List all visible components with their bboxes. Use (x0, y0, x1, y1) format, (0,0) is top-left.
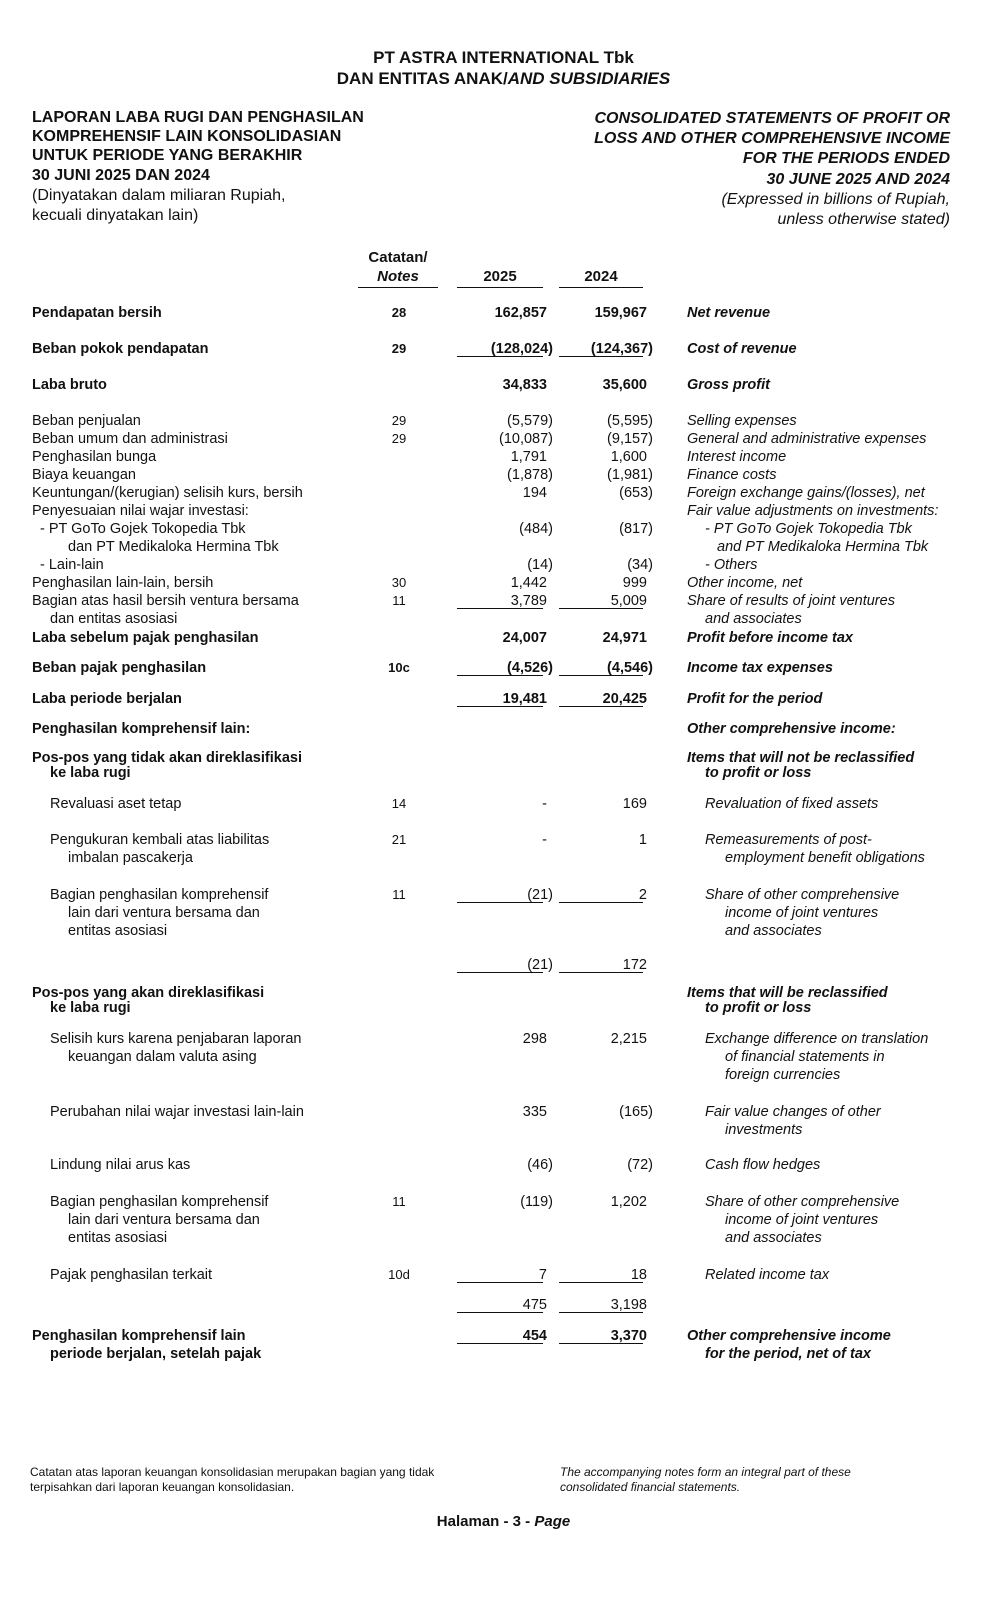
table-row (0, 1230, 1007, 1246)
page-label-id: Halaman (436, 1513, 500, 1530)
row-label-en: Cash flow hedges (705, 1157, 821, 1173)
year-2025-header: 2025 (483, 268, 517, 285)
value-2024: 172 (622, 957, 647, 973)
row-label-en: Share of other comprehensive (705, 887, 900, 903)
value-2025: (119) (520, 1194, 553, 1210)
value-2024: 1,600 (610, 449, 647, 465)
row-note: 11 (392, 1194, 406, 1209)
value-2025: (21) (527, 887, 553, 903)
table-row (0, 923, 1007, 939)
row-label-id: dan entitas asosiasi (50, 611, 178, 627)
row-note: 11 (392, 887, 406, 902)
company-subtitle (0, 69, 1007, 89)
value-2024: 3,370 (610, 1328, 647, 1344)
row-label-id: entitas asosiasi (68, 923, 168, 939)
row-label-id: Beban umum dan administrasi (32, 431, 228, 447)
table-row (0, 721, 1007, 737)
table-row (0, 1212, 1007, 1228)
row-label-id: Pengukuran kembali atas liabilitas (50, 832, 270, 848)
table-row (0, 832, 1007, 848)
table-row (0, 431, 1007, 447)
row-label-en: Items that will not be reclassified (687, 750, 915, 766)
value-2025: 475 (522, 1297, 547, 1313)
row-label-en: income of joint ventures (725, 1212, 879, 1228)
row-label-id: Bagian atas hasil bersih ventura bersama (32, 593, 299, 609)
row-label-id: Penghasilan bunga (32, 449, 157, 465)
value-2025: (128,024) (490, 341, 553, 357)
value-2025: 7 (538, 1267, 547, 1283)
value-2024: 999 (622, 575, 647, 591)
table-row (0, 467, 1007, 483)
title-en-3: FOR THE PERIODS ENDED (742, 150, 950, 167)
table-row (0, 1346, 1007, 1362)
footer-note-id-1: Catatan atas laporan keuangan konsolidasian merupakan bagian yang tidak (30, 1465, 435, 1479)
row-note: 29 (391, 431, 407, 446)
title-en-6: unless otherwise stated) (777, 211, 950, 228)
row-label-en: Remeasurements of post- (705, 832, 872, 848)
value-2024: 18 (630, 1267, 647, 1283)
row-label-en: - Others (705, 557, 758, 573)
row-label-en: - PT GoTo Gojek Tokopedia Tbk (705, 521, 912, 537)
row-label-id: ke laba rugi (50, 765, 131, 781)
value-2024: 20,425 (602, 691, 647, 707)
value-2025: (484) (519, 521, 553, 537)
value-2024: 5,009 (610, 593, 647, 609)
subsidiaries-en: AND SUBSIDIARIES (507, 69, 671, 88)
row-note: 29 (391, 341, 407, 356)
row-label-en: Profit for the period (687, 691, 823, 707)
title-en-4: 30 JUNE 2025 AND 2024 (766, 171, 950, 188)
value-2025: 1,442 (510, 575, 547, 591)
title-id-2: KOMPREHENSIF LAIN KONSOLIDASIAN (32, 128, 342, 145)
row-label-id: Pos-pos yang akan direklasifikasi (32, 985, 265, 1001)
value-2024: (5,595) (607, 413, 653, 429)
row-note: 21 (391, 832, 407, 847)
page-number (0, 1513, 1007, 1530)
value-2025: (14) (527, 557, 553, 573)
row-label-en: Income tax expenses (687, 660, 833, 676)
table-row (0, 611, 1007, 627)
title-id-5: (Dinyatakan dalam miliaran Rupiah, (32, 187, 286, 204)
value-2025: 162,857 (494, 305, 547, 321)
row-label-en: Related income tax (705, 1267, 830, 1283)
table-row (0, 1031, 1007, 1047)
value-2024: 3,198 (610, 1297, 647, 1313)
value-2024: (4,546) (607, 660, 653, 676)
table-row (0, 557, 1007, 573)
row-label-en: Finance costs (687, 467, 777, 483)
title-en-2: LOSS AND OTHER COMPREHENSIVE INCOME (594, 130, 950, 147)
row-label-id: Beban pajak penghasilan (32, 660, 207, 676)
footer-note-en-2: consolidated financial statements. (560, 1480, 741, 1494)
row-label-en: Cost of revenue (687, 341, 797, 357)
row-label-id: keuangan dalam valuta asing (68, 1049, 257, 1065)
table-row (0, 305, 1007, 321)
page-label-en: Page (534, 1513, 571, 1530)
row-label-en: Net revenue (687, 305, 771, 321)
value-2025: (46) (527, 1157, 553, 1173)
value-2024: (9,157) (607, 431, 653, 447)
value-2025: 194 (522, 485, 547, 501)
title-id-6: kecuali dinyatakan lain) (32, 207, 199, 224)
row-label-id: periode berjalan, setelah pajak (50, 1346, 262, 1362)
row-label-id: Lindung nilai arus kas (50, 1157, 191, 1173)
table-row (0, 1267, 1007, 1283)
row-label-en: and PT Medikaloka Hermina Tbk (717, 539, 929, 555)
row-label-id: Beban pokok pendapatan (32, 341, 209, 357)
footer-note-id-2: terpisahkan dari laporan keuangan konsolidasian. (30, 1480, 295, 1494)
value-2025: 1,791 (510, 449, 547, 465)
value-2025: 454 (522, 1328, 547, 1344)
row-label-en: Gross profit (687, 377, 770, 393)
table-row (0, 593, 1007, 609)
value-2024: (34) (627, 557, 653, 573)
table-row (0, 485, 1007, 501)
row-label-en: Profit before income tax (687, 630, 853, 646)
row-label-id: Keuntungan/(kerugian) selisih kurs, bersih (32, 485, 303, 501)
table-row (0, 377, 1007, 393)
notes-header-en: Notes (377, 268, 419, 285)
row-label-en: General and administrative expenses (687, 431, 927, 447)
value-2025: (5,579) (507, 413, 553, 429)
table-row (0, 887, 1007, 903)
row-label-en: Selling expenses (687, 413, 797, 429)
value-2024: (653) (619, 485, 653, 501)
row-label-id: - Lain-lain (40, 557, 104, 573)
row-label-id: Pajak penghasilan terkait (50, 1267, 213, 1283)
row-label-en: Share of results of joint ventures (687, 593, 895, 609)
table-row (0, 1157, 1007, 1173)
row-label-en: Fair value adjustments on investments: (687, 503, 939, 519)
row-label-en: Other comprehensive income: (687, 721, 896, 737)
value-2025: 34,833 (502, 377, 547, 393)
row-label-en: and associates (725, 923, 822, 939)
value-2024: (1,981) (607, 467, 653, 483)
title-id-1: LAPORAN LABA RUGI DAN PENGHASILAN (32, 109, 364, 126)
row-label-en: Fair value changes of other (705, 1104, 881, 1120)
value-2025: 335 (522, 1104, 547, 1120)
value-2025: (21) (527, 957, 553, 973)
table-row (0, 957, 1007, 973)
row-label-id: Penyesuaian nilai wajar investasi: (32, 503, 249, 519)
row-label-id: Perubahan nilai wajar investasi lain-lain (50, 1104, 304, 1120)
value-2024: 2,215 (610, 1031, 647, 1047)
row-label-en: for the period, net of tax (705, 1346, 871, 1362)
row-label-en: Foreign exchange gains/(losses), net (687, 485, 925, 501)
row-label-en: Revaluation of fixed assets (705, 796, 879, 812)
row-label-id: Biaya keuangan (32, 467, 136, 483)
value-2024: (817) (619, 521, 653, 537)
row-label-id: entitas asosiasi (68, 1230, 168, 1246)
row-label-en: to profit or loss (705, 1000, 812, 1016)
table-row (0, 341, 1007, 357)
row-label-en: income of joint ventures (725, 905, 879, 921)
row-note: 29 (391, 413, 407, 428)
value-2025: 298 (522, 1031, 547, 1047)
table-row (0, 1194, 1007, 1210)
table-row (0, 796, 1007, 812)
row-label-id: ke laba rugi (50, 1000, 131, 1016)
value-2025: (10,087) (498, 431, 553, 447)
row-label-id: Pos-pos yang tidak akan direklasifikasi (32, 750, 302, 766)
row-label-id: imbalan pascakerja (68, 850, 193, 866)
value-2024: 2 (638, 887, 647, 903)
row-label-en: foreign currencies (725, 1067, 841, 1083)
row-label-id: Laba periode berjalan (32, 691, 182, 707)
row-label-id: Penghasilan komprehensif lain: (32, 721, 251, 737)
table-row (0, 1067, 1007, 1083)
table-row (0, 575, 1007, 591)
row-label-en: Exchange difference on translation (705, 1031, 929, 1047)
row-label-id: Bagian penghasilan komprehensif (50, 887, 269, 903)
title-en-1: CONSOLIDATED STATEMENTS OF PROFIT OR (594, 110, 950, 127)
value-2024: (124,367) (590, 341, 653, 357)
table-row (0, 521, 1007, 537)
table-row (0, 985, 1007, 1001)
row-label-id: lain dari ventura bersama dan (68, 905, 260, 921)
row-note: 10c (388, 660, 410, 675)
row-label-id: Penghasilan komprehensif lain (32, 1328, 246, 1344)
row-label-en: Interest income (687, 449, 787, 465)
table-row (0, 691, 1007, 707)
row-label-en: to profit or loss (705, 765, 812, 781)
table-row (0, 1297, 1007, 1313)
row-label-en: Items that will be reclassified (687, 985, 888, 1001)
row-label-id: Pendapatan bersih (32, 305, 162, 321)
company-name: PT ASTRA INTERNATIONAL Tbk (373, 48, 634, 67)
row-note: 14 (391, 796, 407, 811)
footer-note-en-1: The accompanying notes form an integral part of these (560, 1465, 851, 1479)
row-label-id: lain dari ventura bersama dan (68, 1212, 260, 1228)
table-row (0, 539, 1007, 555)
row-label-en: investments (725, 1122, 803, 1138)
value-2025: 24,007 (502, 630, 547, 646)
table-row (0, 1049, 1007, 1065)
value-2025: (4,526) (507, 660, 553, 676)
row-label-id: Selisih kurs karena penjabaran laporan (50, 1031, 302, 1047)
row-label-en: Other comprehensive income (687, 1328, 891, 1344)
row-label-en: and associates (705, 611, 802, 627)
value-2024: 24,971 (602, 630, 647, 646)
row-note: 28 (391, 305, 407, 320)
value-2025: 19,481 (502, 691, 547, 707)
title-id-4: 30 JUNI 2025 DAN 2024 (32, 167, 210, 184)
page-num: - 3 - (503, 1513, 531, 1530)
row-label-id: Beban penjualan (32, 413, 141, 429)
row-note: 30 (391, 575, 407, 590)
row-label-id: Laba sebelum pajak penghasilan (32, 630, 259, 646)
subsidiaries-id: DAN ENTITAS ANAK/ (336, 69, 508, 88)
row-label-en: of financial statements in (725, 1049, 885, 1065)
table-row (0, 449, 1007, 465)
value-2024: 159,967 (594, 305, 647, 321)
value-2024: 1 (638, 832, 647, 848)
table-row (0, 1328, 1007, 1344)
table-row (0, 1000, 1007, 1016)
row-label-id: Bagian penghasilan komprehensif (50, 1194, 269, 1210)
title-id-3: UNTUK PERIODE YANG BERAKHIR (32, 147, 303, 164)
value-2024: (72) (627, 1157, 653, 1173)
row-label-id: Revaluasi aset tetap (50, 796, 182, 812)
value-2024: 35,600 (602, 377, 647, 393)
row-label-en: and associates (725, 1230, 822, 1246)
row-note: 11 (392, 593, 406, 608)
value-2025: 3,789 (510, 593, 547, 609)
value-2025: (1,878) (507, 467, 553, 483)
table-row (0, 660, 1007, 676)
value-2024: (165) (619, 1104, 653, 1120)
notes-header-id: Catatan/ (368, 249, 428, 266)
table-row (0, 630, 1007, 646)
row-label-en: employment benefit obligations (725, 850, 925, 866)
row-label-id: Penghasilan lain-lain, bersih (32, 575, 214, 591)
row-label-id: Laba bruto (32, 377, 107, 393)
row-label-en: Share of other comprehensive (705, 1194, 900, 1210)
table-row (0, 750, 1007, 766)
table-row (0, 765, 1007, 781)
table-row (0, 503, 1007, 519)
value-2025: - (542, 796, 547, 812)
table-row (0, 1122, 1007, 1138)
value-2024: 169 (622, 796, 647, 812)
table-row (0, 850, 1007, 866)
table-row (0, 905, 1007, 921)
row-label-id: - PT GoTo Gojek Tokopedia Tbk (40, 521, 246, 537)
value-2024: 1,202 (610, 1194, 647, 1210)
table-row (0, 413, 1007, 429)
title-en-5: (Expressed in billions of Rupiah, (721, 191, 950, 208)
row-note: 10d (388, 1267, 410, 1282)
row-label-id: dan PT Medikaloka Hermina Tbk (68, 539, 279, 555)
row-label-en: Other income, net (687, 575, 803, 591)
year-2024-header: 2024 (584, 268, 618, 285)
value-2025: - (542, 832, 547, 848)
table-row (0, 1104, 1007, 1120)
